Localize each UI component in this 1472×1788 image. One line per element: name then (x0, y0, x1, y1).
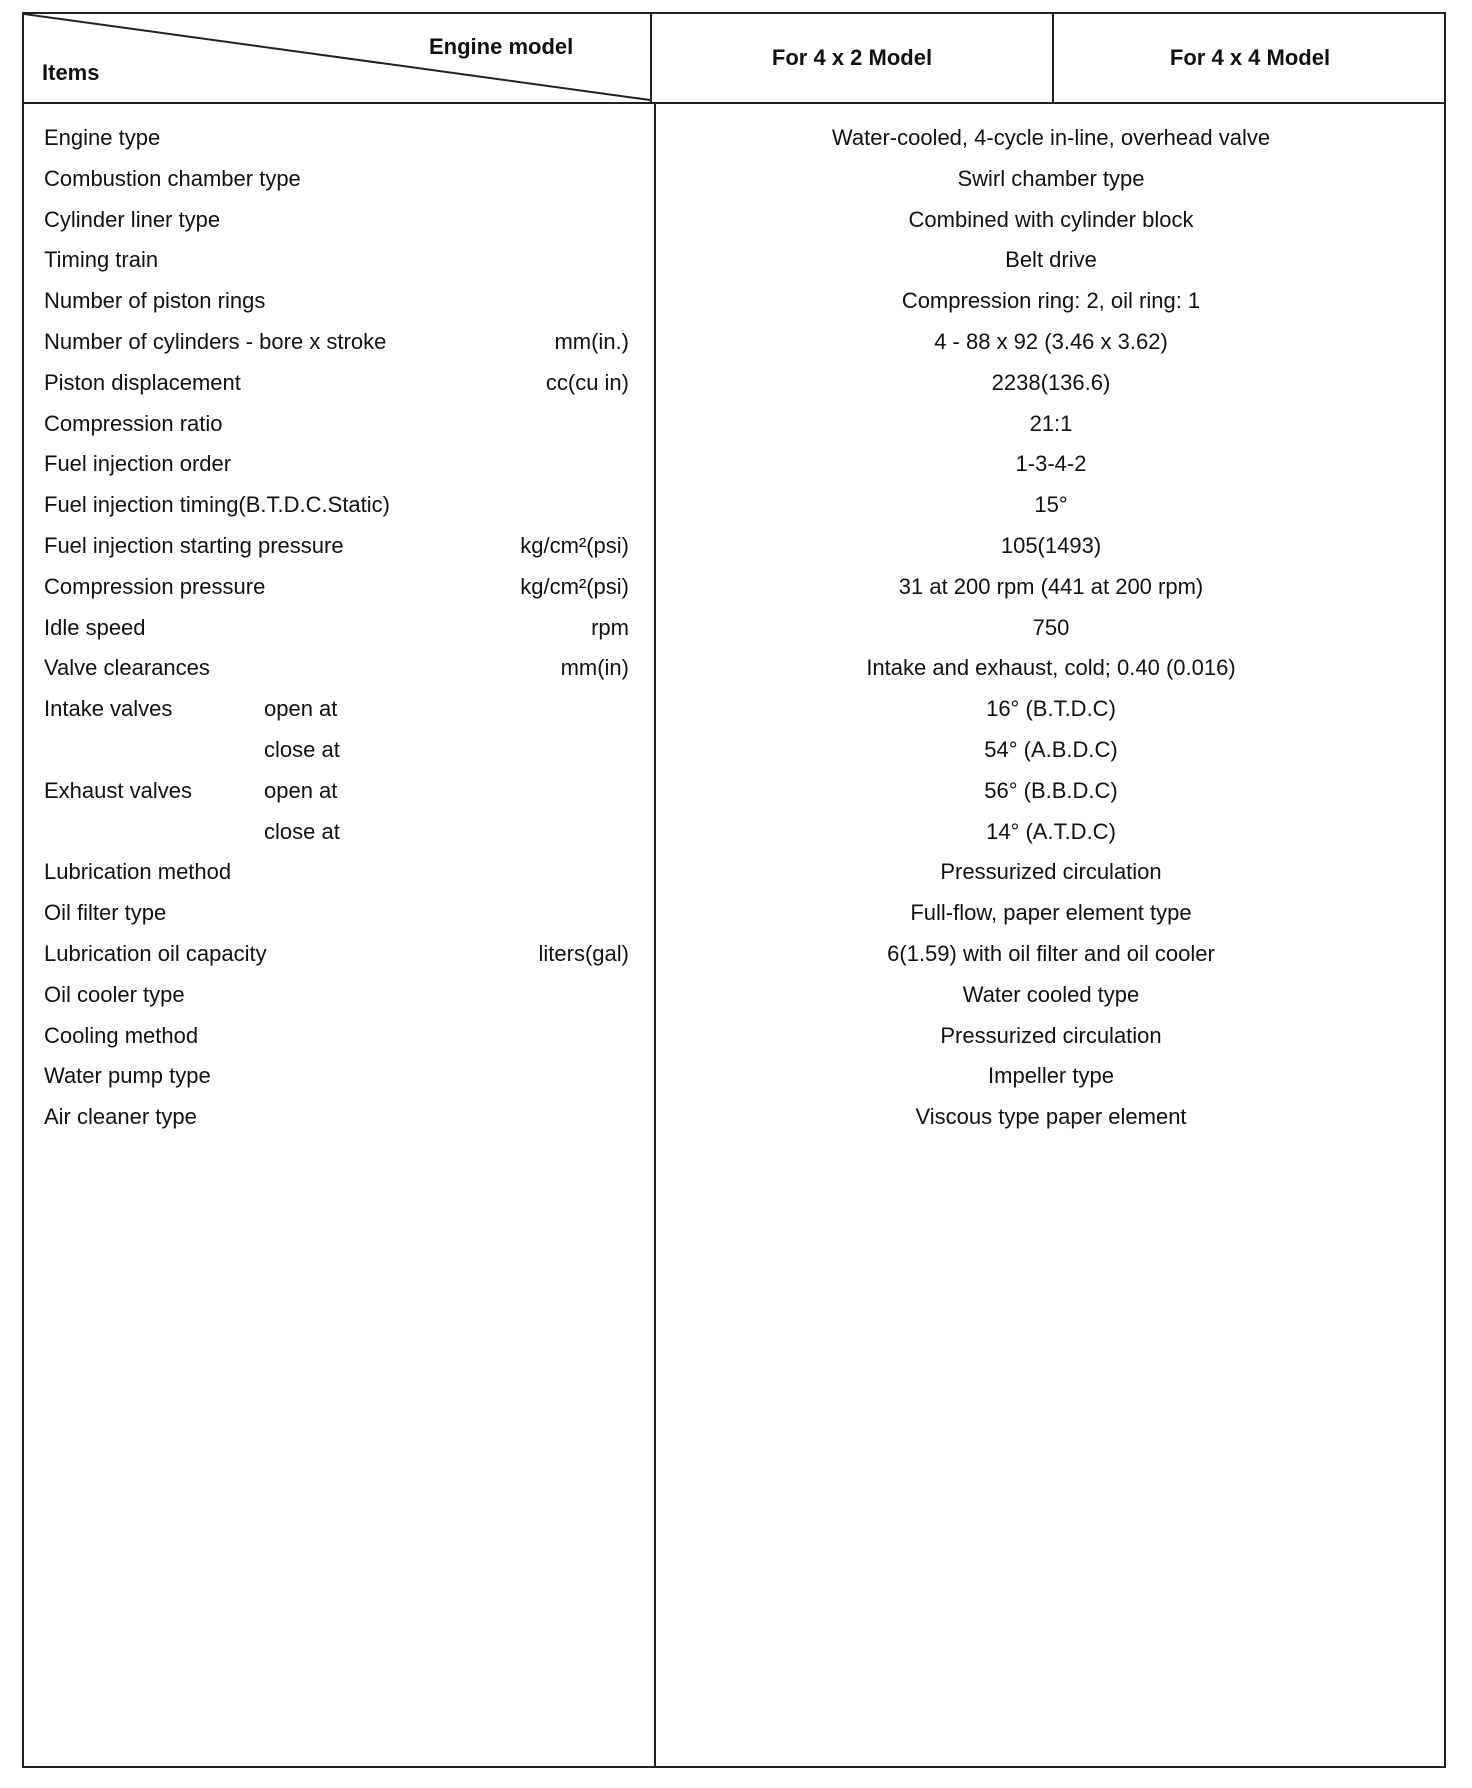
item-unit: liters(gal) (538, 940, 629, 966)
table-body (24, 118, 1444, 1138)
table-row (24, 526, 1444, 567)
item-label: Air cleaner type (44, 1104, 197, 1130)
table-row (24, 118, 1444, 159)
table-row (24, 852, 1444, 893)
item-unit: kg/cm²(psi) (520, 532, 629, 558)
item-unit: mm(in) (560, 655, 629, 681)
item-sub-label: open at (264, 777, 338, 803)
table-row (24, 1056, 1444, 1097)
item-unit: mm(in.) (554, 328, 629, 354)
engine-model-header: Engine model (429, 34, 574, 59)
table-row (24, 975, 1444, 1016)
item-value: Belt drive (1005, 247, 1097, 273)
item-value: 4 - 88 x 92 (3.46 x 3.62) (934, 328, 1168, 354)
table-row (24, 485, 1444, 526)
item-value: Full-flow, paper element type (910, 900, 1192, 926)
table-row (24, 567, 1444, 608)
item-label: Cylinder liner type (44, 206, 221, 232)
item-label: Lubrication method (44, 859, 232, 885)
item-label: Piston displacement (44, 369, 241, 395)
item-value: Compression ring: 2, oil ring: 1 (901, 288, 1201, 314)
item-label: Intake valves (44, 696, 173, 722)
item-value: Intake and exhaust, cold; 0.40 (0.016) (866, 655, 1236, 681)
table-row (24, 893, 1444, 934)
table-row (24, 444, 1444, 485)
item-value: Swirl chamber type (957, 165, 1145, 191)
table-row (24, 200, 1444, 241)
item-label: Fuel injection order (44, 451, 232, 477)
item-sub-label: close at (264, 736, 340, 762)
table-header-row (24, 14, 1444, 104)
table-row (24, 1016, 1444, 1057)
item-value: Pressurized circulation (940, 1022, 1162, 1048)
item-label: Fuel injection starting pressure (44, 532, 344, 558)
item-value: Viscous type paper element (915, 1104, 1187, 1130)
table-row (24, 281, 1444, 322)
item-value: Impeller type (988, 1063, 1114, 1089)
item-value: 21:1 (1029, 410, 1073, 436)
engine-spec-table (22, 12, 1446, 1768)
table-row (24, 648, 1444, 689)
item-unit: kg/cm²(psi) (520, 573, 629, 599)
item-value: 105(1493) (1000, 532, 1102, 558)
item-sub-label: close at (264, 818, 340, 844)
item-value: 14° (A.T.D.C) (986, 818, 1116, 844)
item-value: 1-3-4-2 (1015, 451, 1087, 477)
item-label: Water pump type (44, 1063, 211, 1089)
item-sub-label: open at (264, 696, 338, 722)
item-value: 16° (B.T.D.C) (986, 696, 1116, 722)
item-label: Lubrication oil capacity (44, 940, 267, 966)
item-value: 56° (B.B.D.C) (984, 777, 1118, 803)
item-label: Oil cooler type (44, 981, 185, 1007)
item-unit: cc(cu in) (545, 369, 629, 395)
item-label: Exhaust valves (44, 777, 192, 803)
table-row (24, 363, 1444, 404)
item-label: Timing train (44, 247, 159, 273)
column-header-4x2: For 4 x 2 Model (652, 14, 1054, 102)
item-label: Fuel injection timing(B.T.D.C.Static) (44, 492, 390, 518)
table-row (24, 689, 1444, 730)
item-value: Water cooled type (962, 981, 1140, 1007)
items-header: Items (42, 60, 100, 85)
table-row (24, 730, 1444, 771)
item-value: 15° (1034, 492, 1068, 518)
table-row (24, 404, 1444, 445)
column-header-4x4: For 4 x 4 Model (1169, 45, 1331, 70)
item-value: Water-cooled, 4-cycle in-line, overhead valve (831, 125, 1271, 150)
item-value: 54° (A.B.D.C) (984, 736, 1118, 762)
item-value: Combined with cylinder block (908, 206, 1194, 232)
item-label: Combustion chamber type (44, 165, 301, 191)
item-label: Number of piston rings (44, 288, 266, 314)
item-value: 31 at 200 rpm (441 at 200 rpm) (898, 573, 1204, 599)
item-label: Compression ratio (44, 410, 223, 436)
item-value: 2238(136.6) (991, 369, 1111, 395)
header-corner-cell (24, 14, 652, 102)
table-row (24, 1097, 1444, 1138)
table-row (24, 159, 1444, 200)
item-value: 750 (1032, 614, 1070, 640)
item-unit: rpm (591, 614, 629, 640)
table-row (24, 771, 1444, 812)
table-row (24, 240, 1444, 281)
item-label: Number of cylinders - bore x stroke (44, 328, 387, 354)
item-label: Cooling method (44, 1022, 199, 1048)
table-row (24, 934, 1444, 975)
table-row (24, 812, 1444, 853)
item-label: Valve clearances (44, 655, 210, 681)
item-label: Engine type (44, 125, 161, 150)
item-label: Compression pressure (44, 573, 266, 599)
item-value: Pressurized circulation (940, 859, 1162, 885)
item-value: 6(1.59) with oil filter and oil cooler (887, 940, 1215, 966)
item-label: Idle speed (44, 614, 146, 640)
table-row (24, 608, 1444, 649)
table-row (24, 322, 1444, 363)
item-label: Oil filter type (44, 900, 167, 926)
